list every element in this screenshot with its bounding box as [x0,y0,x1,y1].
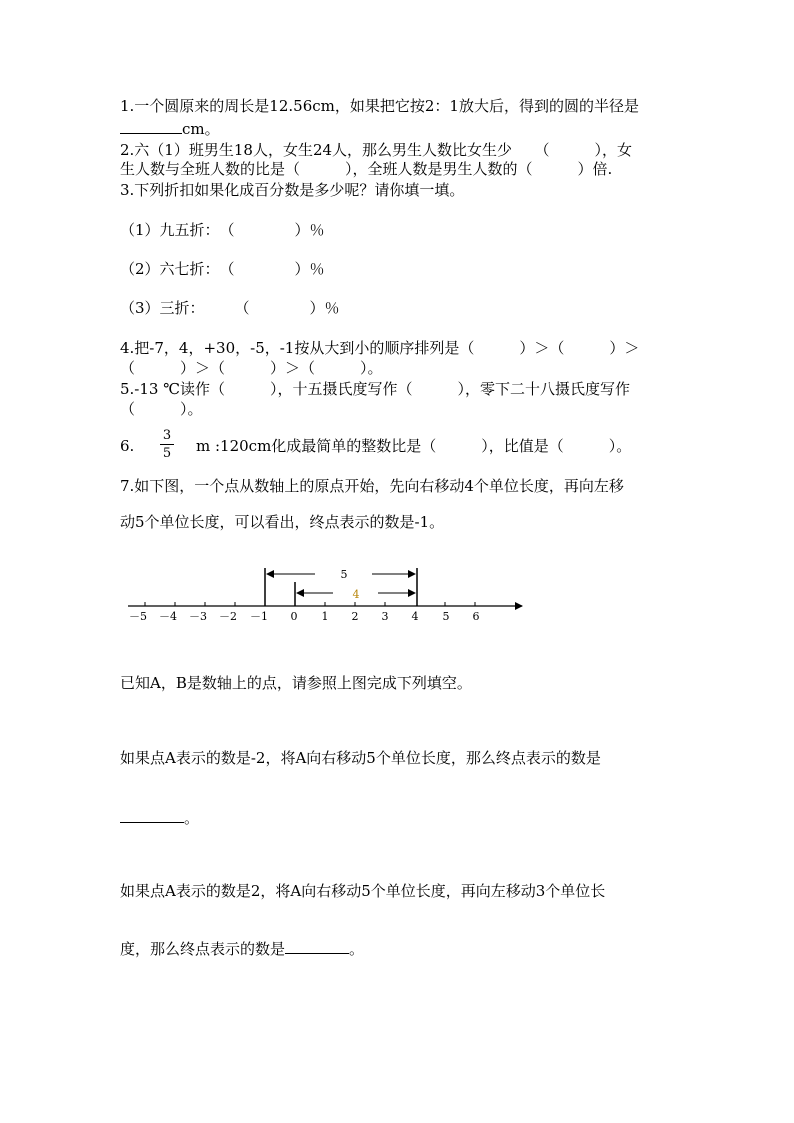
q7-line1: 7.如下图，一个点从数轴上的原点开始，先向右移动4个单位长度，再向左移 [120,477,624,495]
tick-label: 5 [442,610,450,623]
q6-fraction [160,428,174,461]
q7-part1-line2 [120,808,199,828]
tick-label: 6 [472,610,480,623]
q1-unit: cm。 [182,120,220,138]
q7-part2-answer-blank[interactable] [285,939,349,954]
q2-line1: 2.六（1）班男生18人，女生24人，那么男生人数比女生少 （ ），女 [120,141,633,159]
tick-label: 3 [381,610,389,623]
label-4: 4 [352,588,360,601]
q6-number: 6. [120,437,135,455]
q7-part2-period: 。 [349,940,365,958]
q7-part2-prefix: 度，那么终点表示的数是 [120,940,286,958]
tick-label: －4 [159,610,177,623]
q7-line2: 动5个单位长度，可以看出，终点表示的数是-1。 [120,513,445,531]
q2-line2: 生人数与全班人数的比是（ ），全班人数是男生人数的（ ）倍. [120,160,613,178]
q7-part1-period: 。 [184,809,200,827]
q7-part1-answer-blank[interactable] [120,808,184,823]
tick-label: 2 [351,610,359,623]
q6-rest: m :120cm化成最简单的整数比是（ ），比值是（ ）。 [196,437,632,455]
q3-item-2: （2）六七折： （ ）％ [120,260,325,278]
label-5: 5 [340,568,348,581]
q1-line1: 1.一个圆原来的周长是12.56cm，如果把它按2：1放大后，得到的圆的半径是 [120,97,639,115]
q7-part2-line1: 如果点A表示的数是2，将A向右移动5个单位长度，再向左移动3个单位长 [120,882,606,900]
q1-line2 [120,119,220,139]
tick-labels [129,610,480,623]
q4-line1: 4.把-7，4，+30，-5，-1按从大到小的顺序排列是（ ）＞（ ）＞ [120,339,640,357]
q7-part2-line2 [120,939,364,959]
tick-label: 4 [411,610,419,623]
q5-line2: （ ）。 [120,400,203,418]
tick-label: －1 [250,610,268,623]
q7-known: 已知A，B是数轴上的点，请参照上图完成下列填空。 [120,674,472,692]
q1-answer-blank[interactable] [120,119,182,134]
tick-label: －5 [129,610,147,623]
tick-label: 0 [290,610,298,623]
q4-line2: （ ）＞（ ）＞（ ）。 [120,359,383,377]
tick-label: －2 [219,610,237,623]
number-line-diagram [0,560,794,630]
tick-label: －3 [189,610,207,623]
q3-item-3: （3）三折： （ ）％ [120,299,340,317]
q7-part1-line1: 如果点A表示的数是-2，将A向右移动5个单位长度，那么终点表示的数是 [120,749,601,767]
q6-fraction-bar [160,444,174,445]
q6-denominator: 5 [162,446,172,461]
q3-title: 3.下列折扣如果化成百分数是多少呢？请你填一填。 [120,181,465,199]
q5-line1: 5.-13 ℃读作（ ），十五摄氏度写作（ ），零下二十八摄氏度写作 [120,380,631,398]
q6-numerator: 3 [162,428,172,443]
q3-item-1: （1）九五折： （ ）％ [120,221,325,239]
tick-label: 1 [321,610,329,623]
